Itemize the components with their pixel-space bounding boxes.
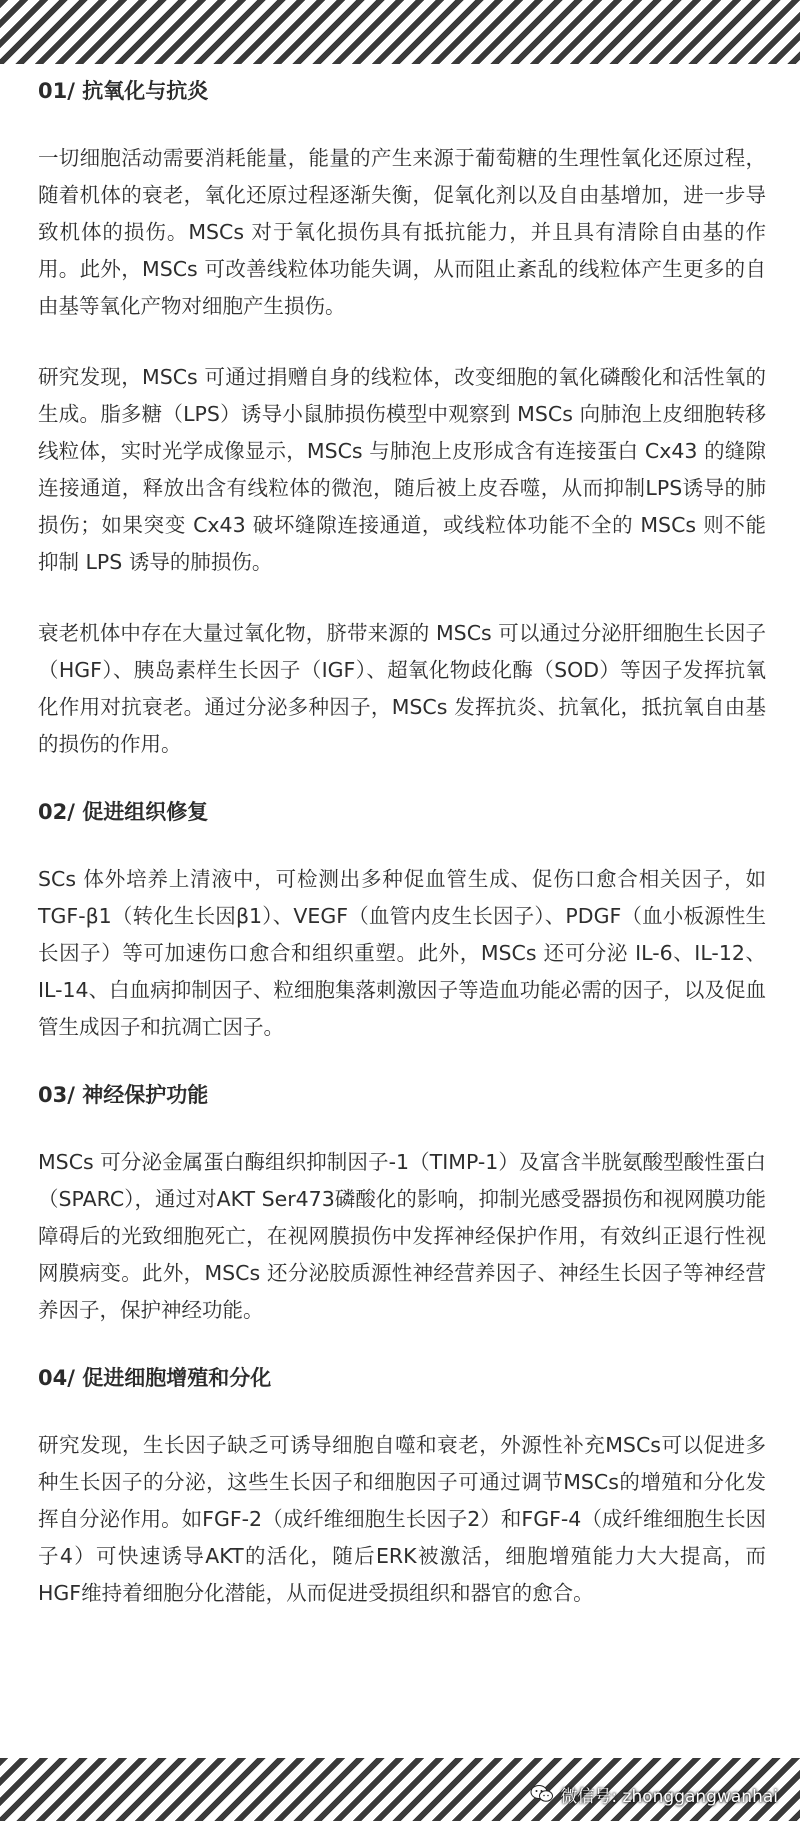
- section-1-paragraph-2: 研究发现，MSCs 可通过捐赠自身的线粒体，改变细胞的氧化磷酸化和活性氧的生成。脂多糖（LPS）诱导小鼠肺损伤模型中观察到 MSCs 向肺泡上皮细胞转移线粒体，实时光学成像显示，MSCs 与肺泡上皮形成含有连接蛋白 Cx43 的缝隙连接通道，释放出含有线粒体的微泡，随后被上皮吞噬，从而抑制LPS诱导的肺损伤；如果突变 Cx43 破坏缝隙连接通道，或线粒体功能不全的 MSCs 则不能抑制 LPS 诱导的肺损伤。: [38, 365, 766, 574]
- top-decorative-stripes: [0, 0, 800, 64]
- section-1-paragraph-3: 衰老机体中存在大量过氧化物，脐带来源的 MSCs 可以通过分泌肝细胞生长因子（HGF）、胰岛素样生长因子（IGF）、超氧化物歧化酶（SOD）等因子发挥抗氧化作用对抗衰老。通过分泌多种因子，MSCs 发挥抗炎、抗氧化，抵抗氧自由基的损伤的作用。: [38, 621, 766, 756]
- section-4-paragraph-1: 研究发现，生长因子缺乏可诱导细胞自噬和衰老，外源性补充MSCs可以促进多种生长因子的分泌，这些生长因子和细胞因子可通过调节MSCs的增殖和分化发挥自分泌作用。如FGF-2（成纤维细胞生长因子2）和FGF-4（成纤维细胞生长因子4）可快速诱导AKT的活化，随后ERK被激活，细胞增殖能力大大提高，而HGF维持着细胞分化潜能，从而促进受损组织和器官的愈合。: [38, 1433, 766, 1605]
- article-body: [38, 76, 766, 1646]
- section-4-heading: 04/ 促进细胞增殖和分化: [38, 1366, 272, 1390]
- watermark-text: 微信号: zhonggangwanhai: [560, 1786, 778, 1807]
- wechat-icon: [530, 1783, 554, 1805]
- section-1-heading: 01/ 抗氧化与抗炎: [38, 79, 209, 103]
- section-3-paragraph-1: MSCs 可分泌金属蛋白酶组织抑制因子-1（TIMP-1）及富含半胱氨酸型酸性蛋白（SPARC），通过对AKT Ser473磷酸化的影响，抑制光感受器损伤和视网膜功能障碍后的光致细胞死亡，在视网膜损伤中发挥神经保护作用，有效纠正退行性视网膜病变。此外，MSCs 还分泌胶质源性神经营养因子、神经生长因子等神经营养因子，保护神经功能。: [38, 1150, 766, 1322]
- section-3-heading: 03/ 神经保护功能: [38, 1083, 209, 1107]
- section-2-paragraph-1: SCs 体外培养上清液中，可检测出多种促血管生成、促伤口愈合相关因子，如TGF-β1（转化生长因β1）、VEGF（血管内皮生长因子）、PDGF（血小板源性生长因子）等可加速伤口愈合和组织重塑。此外，MSCs 还可分泌 IL-6、IL-12、IL-14、白血病抑制因子、粒细胞集落刺激因子等造血功能必需的因子，以及促血管生成因子和抗凋亡因子。: [38, 867, 766, 1039]
- wechat-watermark: [530, 1779, 778, 1809]
- section-2-heading: 02/ 促进组织修复: [38, 800, 209, 824]
- section-1-paragraph-1: 一切细胞活动需要消耗能量，能量的产生来源于葡萄糖的生理性氧化还原过程，随着机体的衰老，氧化还原过程逐渐失衡，促氧化剂以及自由基增加，进一步导致机体的损伤。MSCs 对于氧化损伤具有抵抗能力，并且具有清除自由基的作用。此外，MSCs 可改善线粒体功能失调，从而阻止紊乱的线粒体产生更多的自由基等氧化产物对细胞产生损伤。: [38, 146, 766, 318]
